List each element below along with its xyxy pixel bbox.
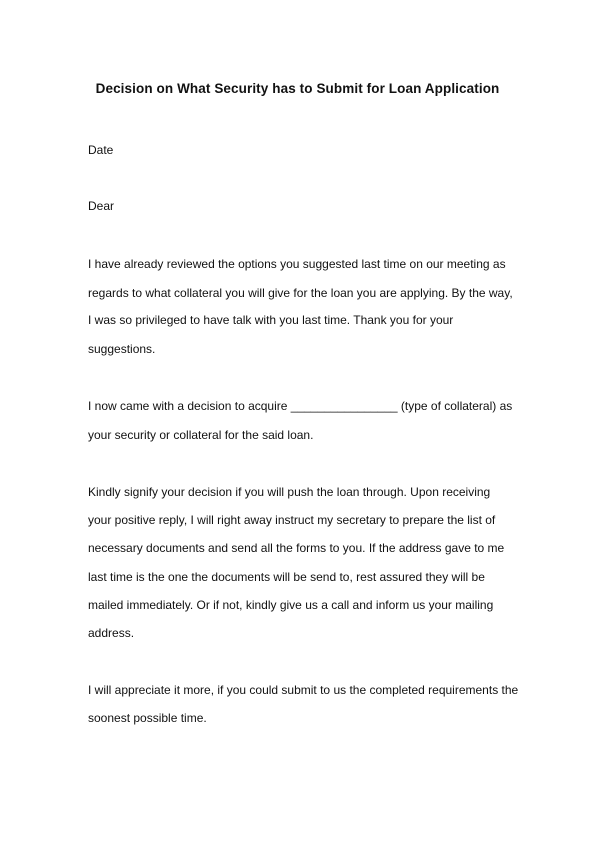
- paragraph-2-line-1: I now came with a decision to acquire ________________ (type of collateral) as: [88, 399, 513, 413]
- date-label: Date: [88, 143, 114, 157]
- paragraph-3-line-1: Kindly signify your decision if you will push the loan through. Upon receiving: [88, 485, 491, 499]
- paragraph-1-line-1: I have already reviewed the options you suggested last time on our meeting as: [88, 257, 506, 271]
- document-title: Decision on What Security has to Submit for Loan Application: [95, 81, 500, 96]
- paragraph-1-line-2: regards to what collateral you will give for the loan you are applying. By the way,: [88, 286, 513, 300]
- paragraph-3-line-6: address.: [88, 626, 135, 640]
- paragraph-4-line-1: I will appreciate it more, if you could submit to us the completed requirements the: [88, 683, 519, 697]
- paragraph-2-line-2: your security or collateral for the said loan.: [88, 428, 314, 442]
- paragraph-3-line-4: last time is the one the documents will be send to, rest assured they will be: [88, 570, 485, 584]
- paragraph-1-line-4: suggestions.: [88, 342, 156, 356]
- paragraph-3-line-2: your positive reply, I will right away instruct my secretary to prepare the list of: [88, 513, 496, 527]
- paragraph-3-line-5: mailed immediately. Or if not, kindly give us a call and inform us your mailing: [88, 598, 494, 612]
- paragraph-4-line-2: soonest possible time.: [88, 711, 207, 725]
- salutation: Dear: [88, 199, 115, 213]
- paragraph-3-line-3: necessary documents and send all the forms to you. If the address gave to me: [88, 541, 505, 555]
- paragraph-1-line-3: I was so privileged to have talk with you last time. Thank you for your: [88, 313, 454, 327]
